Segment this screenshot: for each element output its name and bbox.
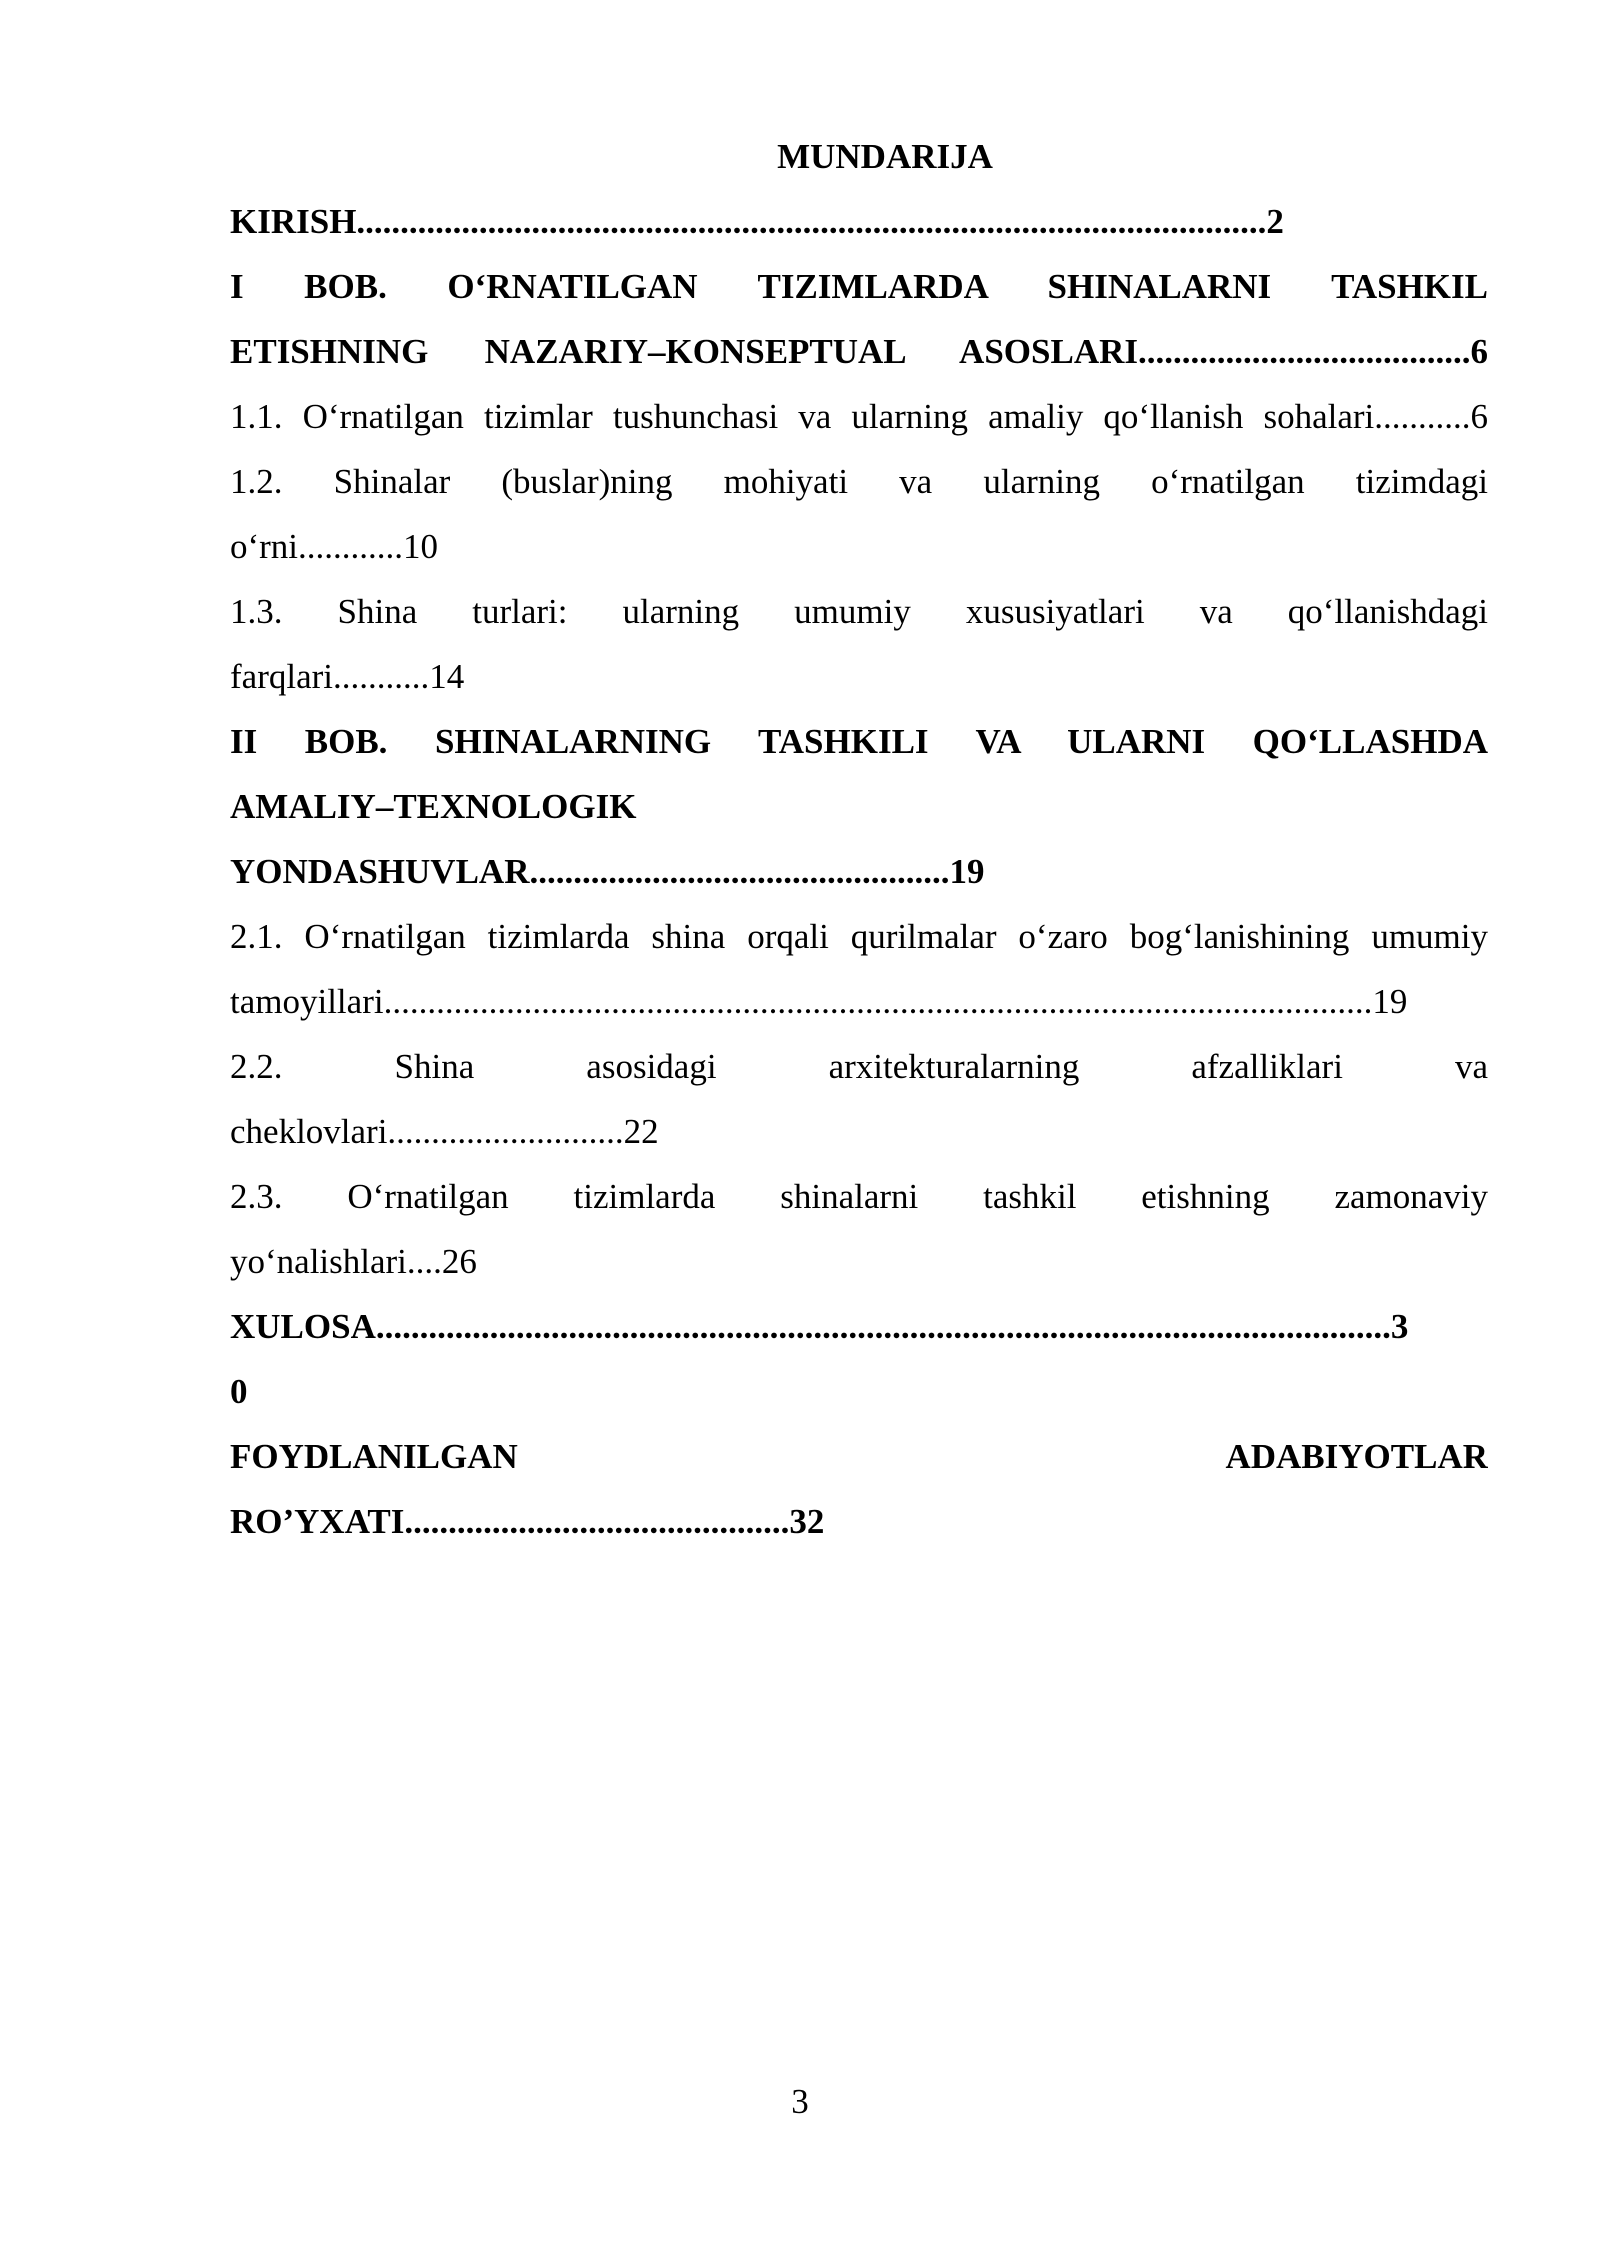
toc-entry-2-3: 2.3. O‘rnatilgan tizimlarda shinalarni tashkil etishning zamonaviy	[230, 1177, 1488, 1216]
page-number: 3	[791, 2082, 809, 2121]
toc-entry-1-3-cont: farqlari...........14	[230, 657, 465, 696]
toc-entry-2-1-cont: tamoyillari.................................................................................................................19	[230, 982, 1408, 1021]
toc-entry-chapter-2-heading: II BOB. SHINALARNING TASHKILI VA ULARNI QO‘LLASHDA	[230, 722, 1488, 761]
toc-entry-2-3-cont: yo‘nalishlari....26	[230, 1242, 477, 1281]
toc-entry-xulosa-cont: 0	[230, 1372, 248, 1411]
toc-entry-1-2-cont: o‘rni............10	[230, 527, 439, 566]
toc-entry-1-3: 1.3. Shina turlari: ularning umumiy xususiyatlari va qo‘llanishdagi	[230, 592, 1488, 631]
toc-entry-chapter-2-heading-cont: AMALIY–TEXNOLOGIK	[230, 787, 637, 826]
toc-entry-1-2: 1.2. Shinalar (buslar)ning mohiyati va ularning o‘rnatilgan tizimdagi	[230, 462, 1488, 501]
toc-entry-xulosa: XULOSA....................................................................................................................3	[230, 1307, 1409, 1346]
toc-entry-2-2-cont: cheklovlari...........................22	[230, 1112, 659, 1151]
toc-entry-2-1: 2.1. O‘rnatilgan tizimlarda shina orqali qurilmalar o‘zaro bog‘lanishining umumiy	[230, 917, 1488, 956]
toc-entry-1-1: 1.1. O‘rnatilgan tizimlar tushunchasi va ularning amaliy qo‘llanish sohalari...........6	[230, 397, 1488, 436]
toc-entry-chapter-1-heading-cont: ETISHNING NAZARIY–KONSEPTUAL ASOSLARI......................................6	[230, 332, 1488, 371]
toc-entry-chapter-1-heading: I BOB. O‘RNATILGAN TIZIMLARDA SHINALARNI TASHKIL	[230, 267, 1488, 306]
toc-entry-references-cont: RO’YXATI............................................32	[230, 1502, 825, 1541]
toc-entry-references: FOYDLANILGAN ADABIYOTLAR	[230, 1437, 1488, 1476]
toc-entry-chapter-2-heading-end: YONDASHUVLAR................................................19	[230, 852, 985, 891]
toc-title: MUNDARIJA	[777, 137, 993, 176]
table-of-contents	[230, 124, 1488, 1554]
toc-entry-2-2: 2.2. Shina asosidagi arxitekturalarning afzalliklari va	[230, 1047, 1488, 1086]
toc-entry-kirish: KIRISH........................................................................................................2	[230, 202, 1284, 241]
